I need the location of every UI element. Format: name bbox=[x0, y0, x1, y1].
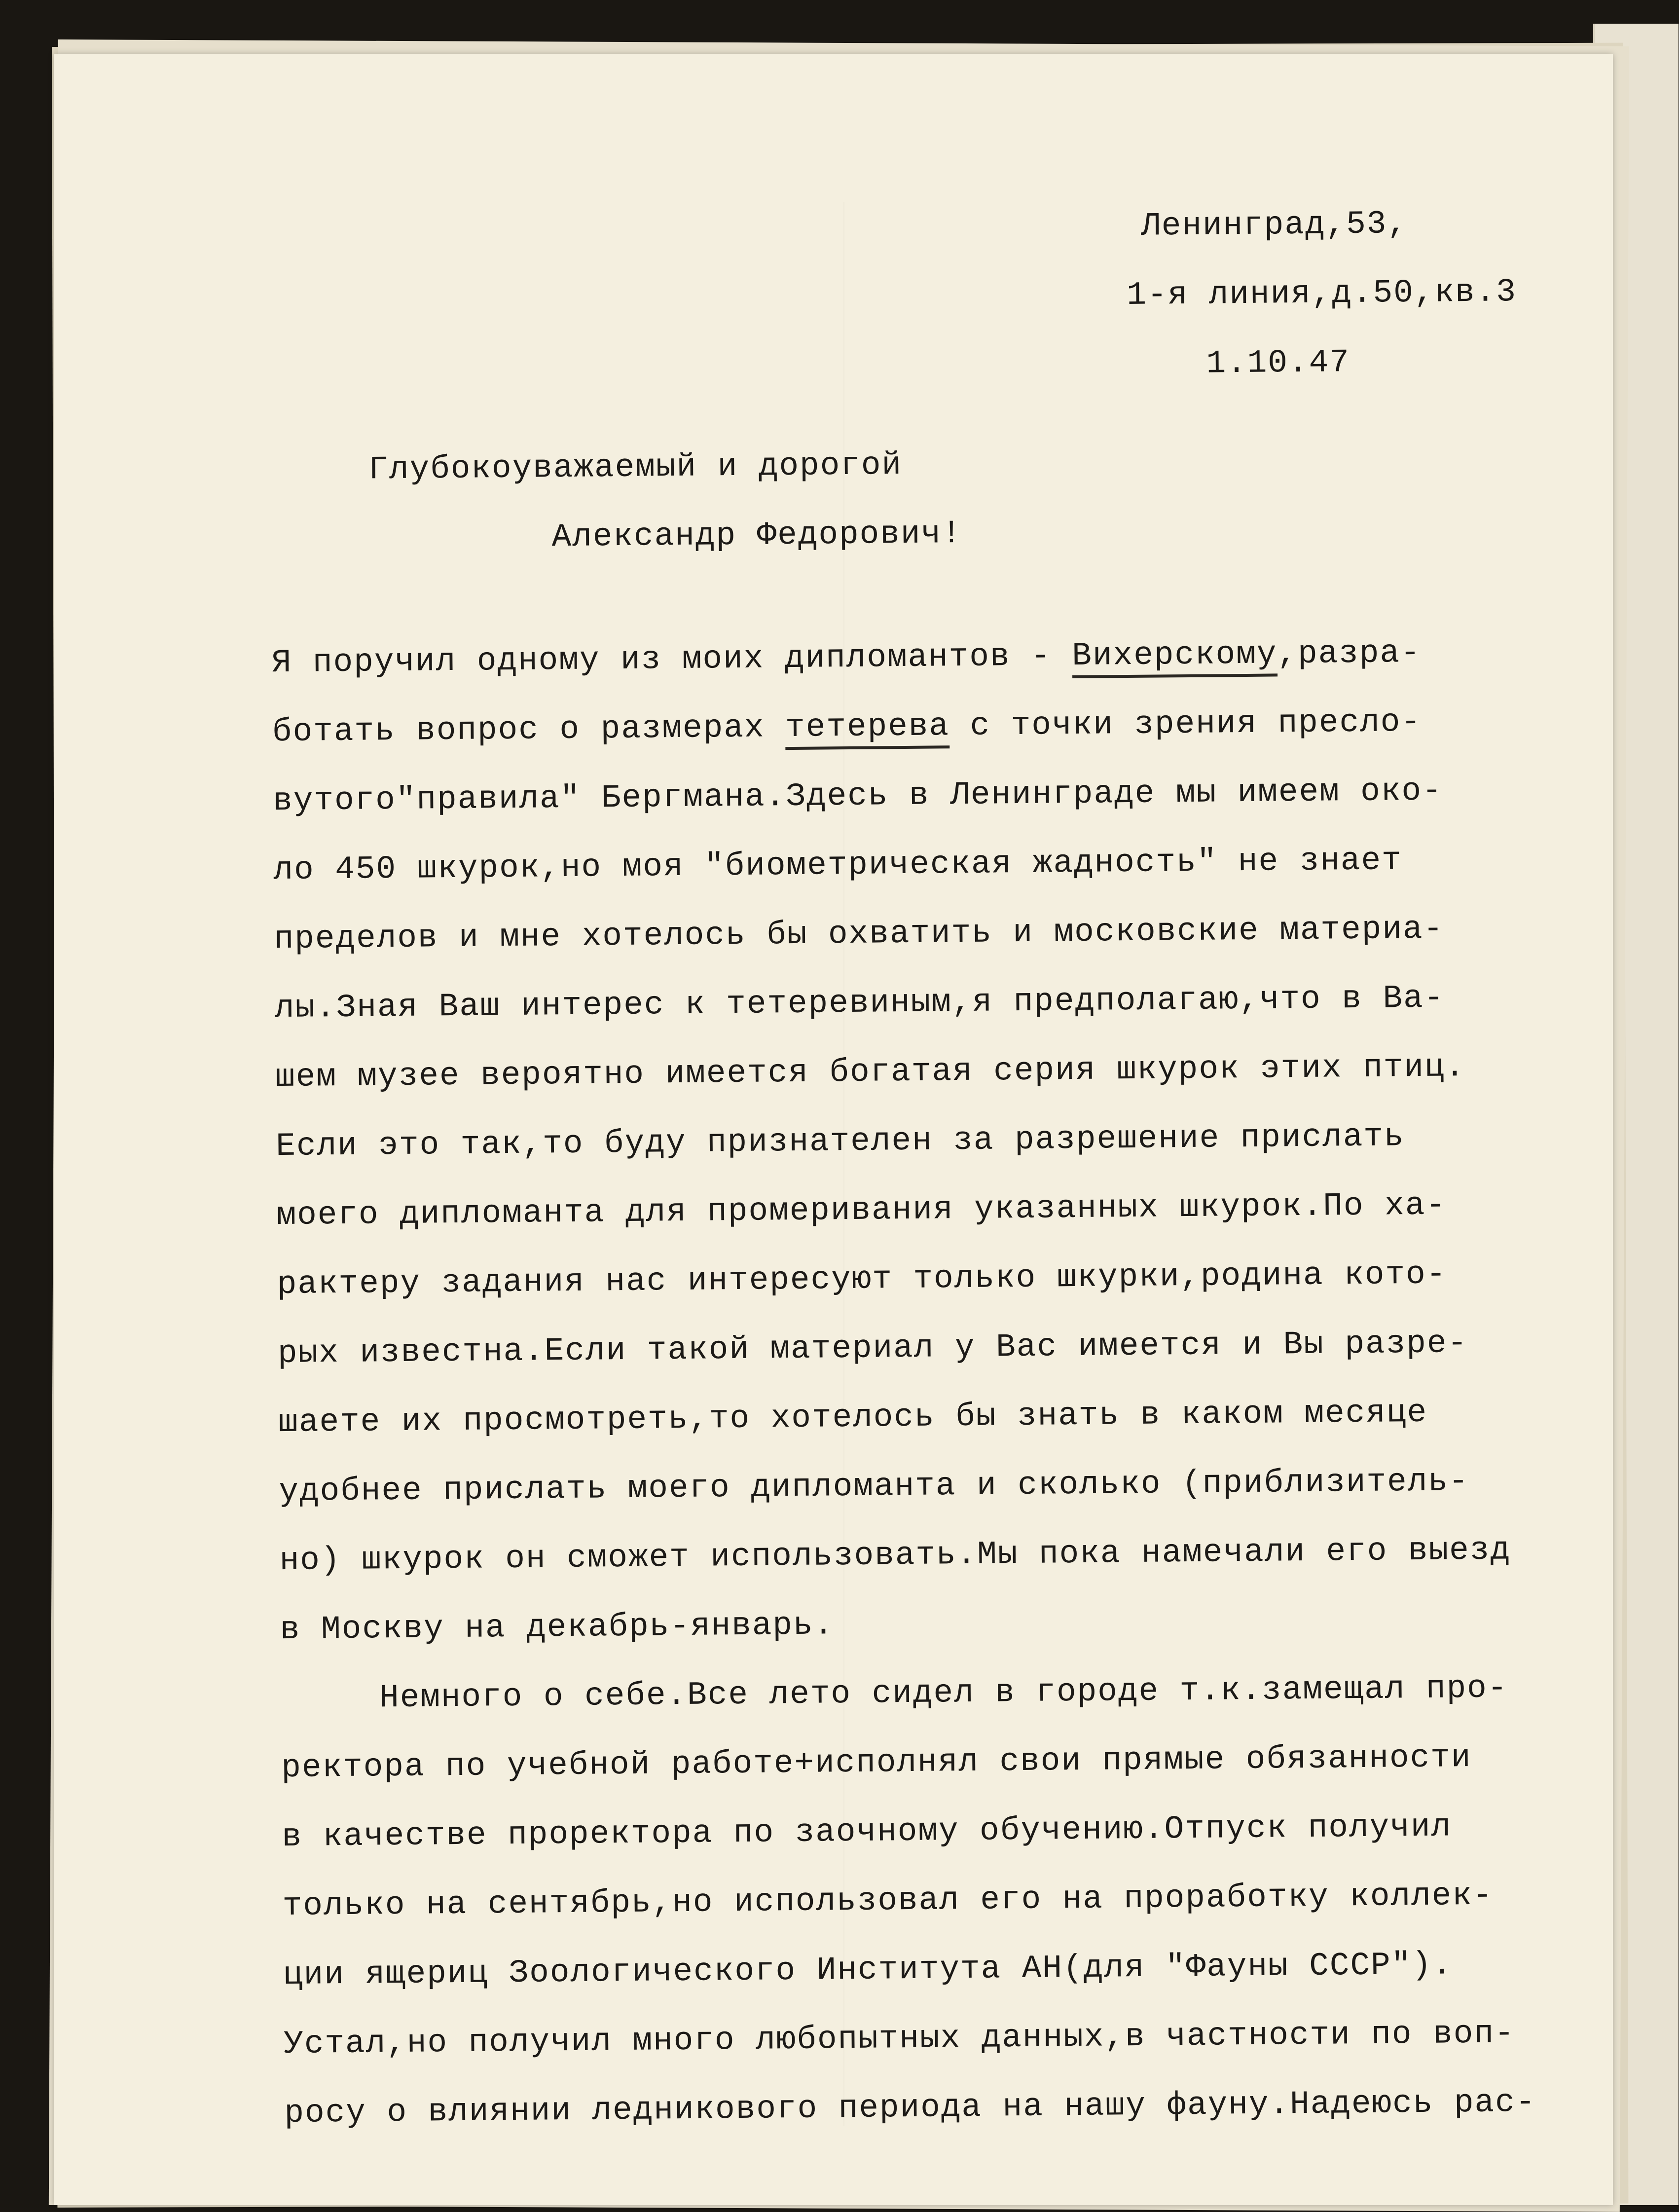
body-line bbox=[271, 634, 1421, 681]
body-text: ,разра- bbox=[1277, 634, 1422, 673]
salutation-line-2: Александр Федорович! bbox=[551, 515, 963, 556]
letter-date: 1.10.47 bbox=[1206, 344, 1350, 382]
body-line: шаете их просмотреть,то хотелось бы знать в каком месяце bbox=[278, 1394, 1428, 1441]
body-line: ректора по учебной работе+исполнял свои прямые обязанности bbox=[281, 1739, 1472, 1787]
body-line: рактеру задания нас интересуют только шкурки,родина кото- bbox=[277, 1255, 1447, 1303]
body-line: в Москву на декабрь-январь. bbox=[280, 1606, 835, 1649]
underlined-name: Вихерскому bbox=[1072, 635, 1278, 678]
body-line: росу о влиянии ледникового периода на нашу фауну.Надеюсь рас- bbox=[284, 2083, 1536, 2132]
underlined-bird: тетерева bbox=[785, 707, 950, 750]
body-text: ботать вопрос о размерах bbox=[272, 709, 786, 751]
body-line: ло 450 шкурок,но моя "биометрическая жадность" не знает bbox=[273, 842, 1403, 889]
body-line: пределов и мне хотелось бы охватить и московские материа- bbox=[274, 910, 1444, 958]
body-line: шем музее вероятно имеется богатая серия шкурок этих птиц. bbox=[275, 1048, 1466, 1096]
typed-text bbox=[54, 40, 1632, 2205]
body-line: удобнее прислать моего дипломанта и сколько (приблизитель- bbox=[279, 1463, 1469, 1511]
body-line: в качестве проректора по заочному обучению.Отпуск получил bbox=[282, 1808, 1452, 1856]
body-text: с точки зрения пресло- bbox=[949, 703, 1422, 745]
body-line: лы.Зная Ваш интерес к тетеревиным,я предполагаю,что в Ва- bbox=[274, 979, 1445, 1027]
address-street: 1-я линия,д.50,кв.3 bbox=[1127, 273, 1517, 314]
body-line: рых известна.Если такой материал у Вас имеется и Вы разре- bbox=[277, 1325, 1468, 1372]
letter-page bbox=[54, 54, 1613, 2205]
body-line: только на сентябрь,но использовал его на проработку коллек- bbox=[282, 1877, 1494, 1925]
body-line: вутого"правила" Бергмана.Здесь в Ленинграде мы имеем око- bbox=[272, 772, 1443, 820]
body-line: Устал,но получил много любопытных данных,в частности по воп- bbox=[283, 2015, 1515, 2063]
body-line: но) шкурок он сможет использовать.Мы пока намечали его выезд bbox=[279, 1531, 1511, 1580]
body-line: Если это так,то буду признателен за разрешение прислать bbox=[276, 1118, 1405, 1165]
salutation-line-1: Глубокоуважаемый и дорогой bbox=[368, 446, 903, 488]
body-line: ции ящериц Зоологического Института АН(для "Фауны СССР"). bbox=[283, 1946, 1453, 1994]
body-text: Я поручил одному из моих дипломантов - bbox=[271, 637, 1072, 682]
address-city: Ленинград,53, bbox=[1140, 205, 1408, 245]
body-line bbox=[272, 703, 1422, 750]
body-line: Немного о себе.Все лето сидел в городе т.к.замещал про- bbox=[379, 1669, 1508, 1717]
body-line: моего дипломанта для промеривания указанных шкурок.По ха- bbox=[276, 1186, 1447, 1234]
